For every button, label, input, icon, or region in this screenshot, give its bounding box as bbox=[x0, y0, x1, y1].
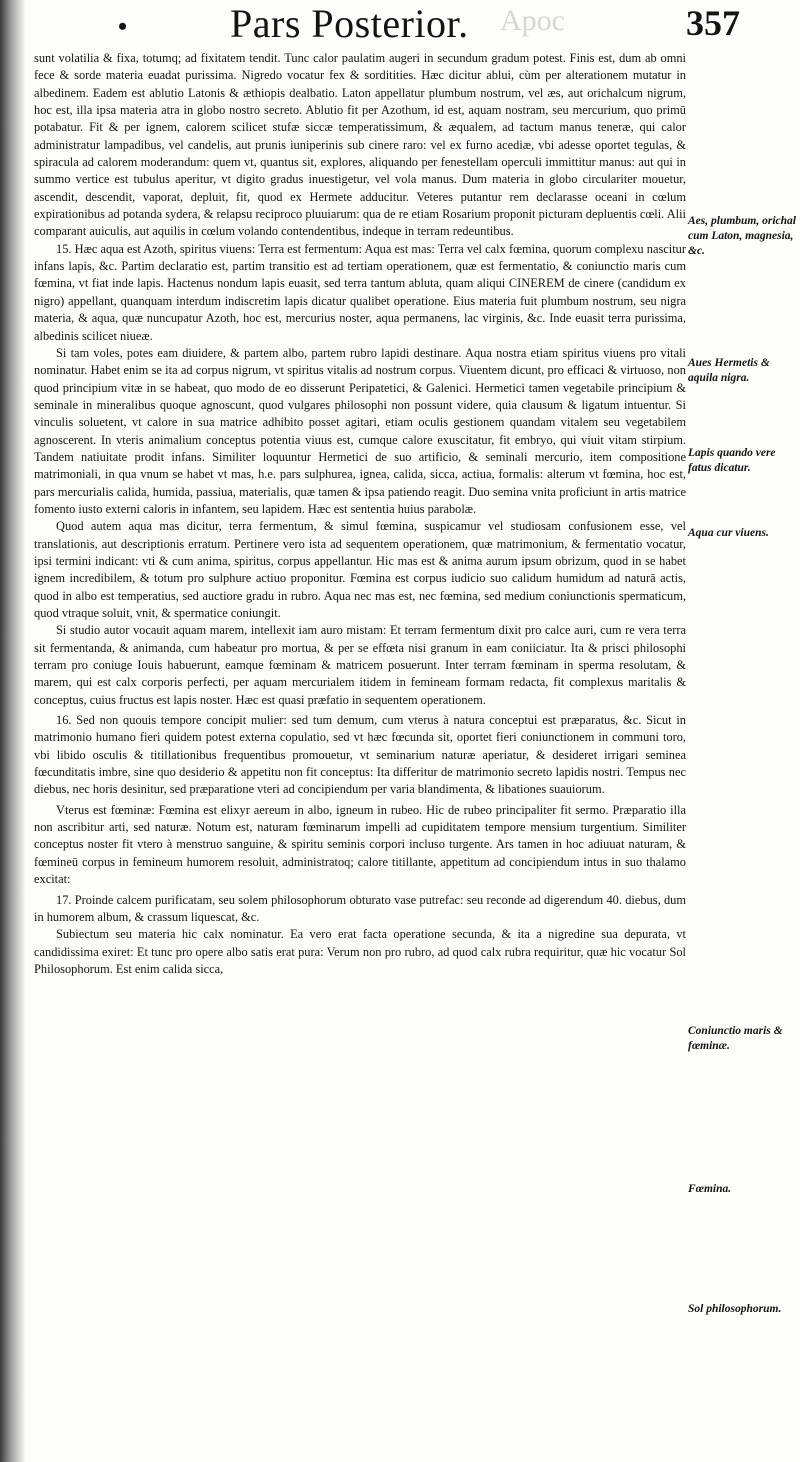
paragraph: Subiectum seu materia hic calx nominatur. Ea vero erat facta operatione secunda, & ita a nigredine sua depurata, vt candidissima exiret: Et tunc pro opere albo satis erat pura: Verum non pro rubro, ad quod calx rubra requiritur, quæ hic vocatur Sol Philosophorum. Est enim calida sicca, bbox=[34, 927, 686, 976]
main-text bbox=[34, 50, 686, 978]
margin-note: Aes, plumbum, orichal cum Laton, magnesia, &c. bbox=[688, 215, 796, 257]
paragraph: 17. Proinde calcem purificatam, seu solem philosophorum obturato vase putrefac: seu reconde ad digerendum 40. diebus, dum in humorem album, & crassum liquescat, &c. bbox=[34, 892, 686, 924]
paragraph: 15. Hæc aqua est Azoth, spiritus viuens: Terra est fermentum: Aqua est mas: Terra vel calx fœmina, quorum complexu nascitur infans lapis, &c. Partim declaratio est, partim transitio est ad tertiam operationem, quæ est fermentatio, & coniunctio maris cum fœmina, vt fiat inde lapis. Hactenus nondum lapis euasit, sed terra tantum abluta, quam aliqui CINEREM de cinere (candidum ex nigro) appellant, quanquam interdum indiscretim lapis dicatur qualibet operatione. Eius materia fuit plumbum nostrum, seu nigra materia, & aqua, quæ nuncupatur Azoth, hoc est, mercurius noster, aqua permanens, lac virginis, &c. Inde euasit terra purissima, albedinis scilicet niueæ. bbox=[34, 241, 686, 343]
margin-note: Lapis quando vere fatus dicatur. bbox=[688, 447, 776, 474]
paragraph: Vterus est fœminæ: Fœmina est elixyr aereum in albo, igneum in rubeo. Hic de rubeo principaliter fit sermo. Præparatio illa non ascribitur arti, sed naturæ. Notum est, naturam fœminarum impelli ad cupiditatem tempore mensium turgentium. Similiter conceptus noster fit vtero à menstruo sanguine, & spiritu seminis corpori incluso turgente. Ars tamen in hoc adiuuat naturam, & fœmineū corpus in femineum humorem resoluit, administratoq; calore titillante, appetitum ad concipiendum intus in suo thalamo excitat: bbox=[34, 802, 686, 887]
paragraph: Si tam voles, potes eam diuidere, & partem albo, partem rubro lapidi destinare. Aqua nostra etiam spiritus viuens pro vitali nominatur. Habet enim se ita ad corpus nigrum, vt spiritus vitalis ad nostrum corpus. Viuentem dicunt, pro efficaci & virtuoso, non quod principium vitæ in se habeat, quo modo de eo disserunt Peripatetici, & Galenici. Hermetici tamen vegetabile principium & seminale in mineralibus quoque agnoscunt, quod vulgares philosophi non possunt videre, quia clausum & ligatum intuentur. Si vinculis soluetent, vt calore in sua matrice adhibito posset agitari, etiam oculis gestionem quandam vitalem seu vegetabilem agnoscerent. In vteris animalium conceptus potentia viuus est, cumque calore exuscitatur, fit embryo, qui viuit vitam stirpium. Tandem natiuitate prodit infans. Similiter loquuntur Hermetici de suo artificio, & seminali mercurio, item compositione matrimoniali, in qua vnum se habet vt mas, h.e. pars sulphurea, ignea, calida, sicca, actiua, formalis: alterum vt fœmina, hoc est, pars mercurialis calida, humida, passiua, materialis, quæ tamen & ipsa patiendo reagit. Duo semina vnita proficiunt in artis matrice fomento iusto externi caloris in infantem, seu lapidem. Hæc est sententia huius parabolæ. bbox=[34, 345, 686, 516]
paragraph: Si studio autor vocauit aquam marem, intellexit iam auro mistam: Et terram fermentum dixit pro calce auri, cum re vera terra sit fermentanda, & animanda, cum habeatur pro mortua, & per se effœta nisi granum in eam coniiciatur. Ita & prisci philosophi terram pro coniuge Iouis habuerunt, eamque fœminam & matricem posuerunt. Inter terram fœminam in sperma resolutam, & marem, qui est calx corporis perfecti, per aquam mercurialem itidem in femineam formam redacta, fit complexus maritalis & conceptus, cuius fructus est lapis noster. Hæc est quasi præfatio in sequentem operationem. bbox=[34, 623, 686, 707]
page-header bbox=[0, 0, 800, 46]
margin-note: Coniunctio maris & fœminæ. bbox=[688, 1025, 783, 1052]
bleed-through-text: Apoc bbox=[500, 4, 565, 37]
header-mark: • bbox=[118, 12, 128, 41]
running-title: Pars Posterior. bbox=[230, 1, 469, 46]
margin-note: Aues Hermetis & aquila nigra. bbox=[688, 357, 770, 384]
margin-note: Aqua cur viuens. bbox=[688, 527, 769, 539]
paragraph: sunt volatilia & fixa, totumq; ad fixitatem tendit. Tunc calor paulatim augeri in secundum gradum potest. Finis est, dum ab omni fece & sorde materia euadat purissima. Nigredo vocatur fex & sorditities. Hæc dicitur ablui, cùm per alterationem mutatur in albedinem. Eadem est ablutio Latonis & æthiopis dealbatio. Laton appellatur plumbum nostrum, vel æs, aut orichalcum nigrum, hoc est, illa ipsa materia atra in globo nostro secreto. Ablutio fit per Azothum, id est, aquam nostram, seu mercurium, quo primū potabatur. Fit & per ignem, calorem scilicet stufæ siccæ temperatissimum, & æqualem, ad tactum manus teneræ, qui calor administratur lampadibus, vel candelis, aut prunis iuniperinis sub cinere raro: vel ex furno acediæ, vbi adesse oportet tegulas, & spiracula ad calorem moderandum: quem vt, quantus sit, explores, aliquando per fenestellam operculi immittitur manus: aut qui in summo vertice est tubulus aperitur, vt digito gradus inuestigetur, vel vola manus. Dum materia in globo circulariter mouetur, ascendit, descendit, vaporat, depluit, fit, quod ex Hermete adducitur. Veteres putantur rem declarasse oceani in cœlum expirationibus ad potanda sydera, & relapsu reciproco pluuiarum: qua de re etiam Rosarium proponit picturam depluentis cœli. Alii comparant auiculis, aut aquilis in cœlum volando contendentibus, indeque in terram redeuntibus. bbox=[34, 51, 686, 239]
margin-note: Sol philosophorum. bbox=[688, 1303, 782, 1315]
page-number: 357 bbox=[686, 3, 740, 43]
margin-notes bbox=[688, 0, 800, 1462]
binding-shadow bbox=[0, 0, 26, 1462]
paragraph: Quod autem aqua mas dicitur, terra fermentum, & simul fœmina, suspicamur vel studiosam confusionem esse, vel translationis, aut descriptionis erratum. Pertinere vero ista ad sequentem operationem, quæ matrimonium, & fermentatio vocatur, ipsi termini indicant: vti & cum anima, spiritus, corpus appellantur. Hic mas est & anima aurum ipsum obrizum, quod in se habet ignem incredibilem, & totum pro sulphure actiuo proponitur. Fœmina est corpus iudicio suo calidum humidum ad naturā actis, quod in albo est temperatius, sed auctiore gradu in rubro. Aqua nec mas est, nec fœmina, sed medium coniunctionis spermaticum, quod vtraque soluit, vnit, & spermatice coniungit. bbox=[34, 519, 686, 620]
margin-note: Fœmina. bbox=[688, 1183, 732, 1195]
paragraph: 16. Sed non quouis tempore concipit mulier: sed tum demum, cum vterus à natura conceptui est præparatus, &c. Sicut in matrimonio humano fieri quidem potest externa copulatio, sed vt hæc fœcunda sit, oportet fieri coniunctionem in communi toro, vbi libido osculis & titillationibus frequentibus promouetur, vt seminarium naturæ aperiatur, & desideret irrigari seminea fœcunditatis imbre, sine quo desiderio & appetitu non fit conceptus: Ita differitur de matrimonio secreto lapidis nostri. Tempus nec diebus, nec horis desinitur, sed præparatione vteri ad concipiendum per varia blandimenta, & libationes suauiorum. bbox=[34, 713, 686, 797]
